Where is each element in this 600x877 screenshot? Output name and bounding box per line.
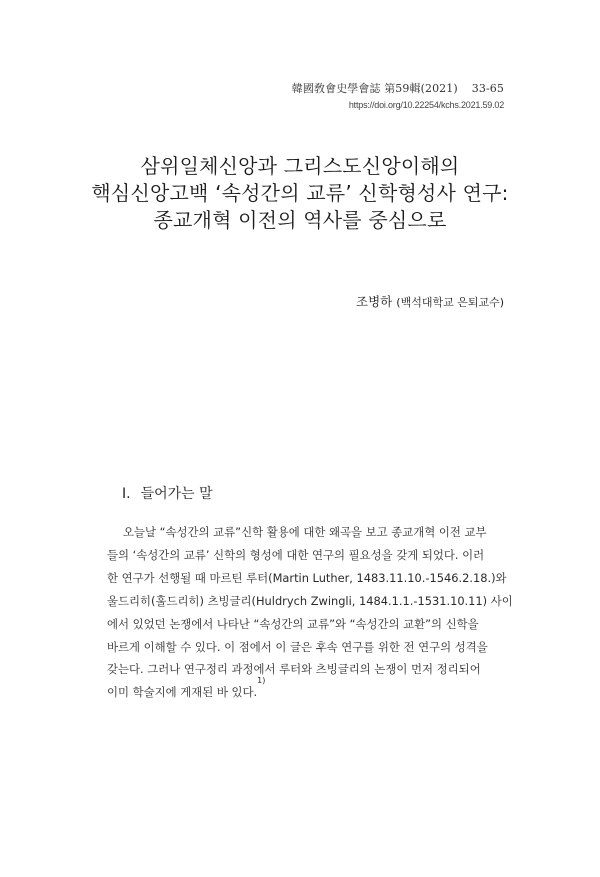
body-line: 에서 있었던 논쟁에서 나타난 “속성간의 교류”와 “속성간의 교환”의 신학을 [107, 616, 479, 631]
body-paragraph [107, 521, 513, 704]
footnote-reference[interactable]: 1) [257, 676, 266, 686]
section-title: 들어가는 말 [140, 486, 213, 502]
page-range: 33-65 [471, 82, 504, 95]
body-line: 이미 학술지에 게재된 바 있다. [107, 685, 258, 700]
body-line: 한 연구가 선행될 때 마르틴 루터(Martin Luther, 1483.11.10.-1546.2.18.)와 [107, 570, 507, 585]
body-line: 들의 ‘속성간의 교류’ 신학의 형성에 대한 연구의 필요성을 갖게 되었다. 이러 [107, 547, 485, 562]
section-heading [122, 483, 213, 503]
body-line: 바르게 이해할 수 있다. 이 점에서 이 글은 후속 연구를 위한 전 연구의 성격을 [107, 639, 488, 654]
section-number: Ⅰ. [122, 486, 131, 502]
author-block [356, 292, 504, 310]
body-line: 울드리히(훌드리히) 츠빙글리(Huldrych Zwingli, 1484.1.1.-1531.10.11) 사이 [107, 593, 513, 608]
journal-header [292, 80, 504, 96]
title-line-3: 종교개혁 이전의 역사를 중심으로 [153, 208, 447, 232]
author-affiliation: (백석대학교 은퇴교수) [396, 296, 504, 309]
journal-name: 韓國敎會史學會誌 第59輯(2021) [291, 82, 458, 95]
title-line-1: 삼위일체신앙과 그리스도신앙이해의 [140, 154, 460, 178]
body-line: 오늘날 “속성간의 교류”신학 활용에 대한 왜곡을 보고 종교개혁 이전 교부 [123, 525, 487, 539]
body-line-last [107, 676, 501, 704]
author-name: 조병하 [356, 294, 393, 309]
body-line: 갖는다. 그러나 연구정리 과정에서 루터와 츠빙글리의 논쟁이 먼저 정리되어 [107, 662, 481, 677]
paper-title [0, 153, 600, 234]
doi-link[interactable]: https://doi.org/10.22254/kchs.2021.59.02 [348, 100, 504, 110]
title-line-2: 핵심신앙고백 ‘속성간의 교류’ 신학형성사 연구: [91, 181, 509, 205]
